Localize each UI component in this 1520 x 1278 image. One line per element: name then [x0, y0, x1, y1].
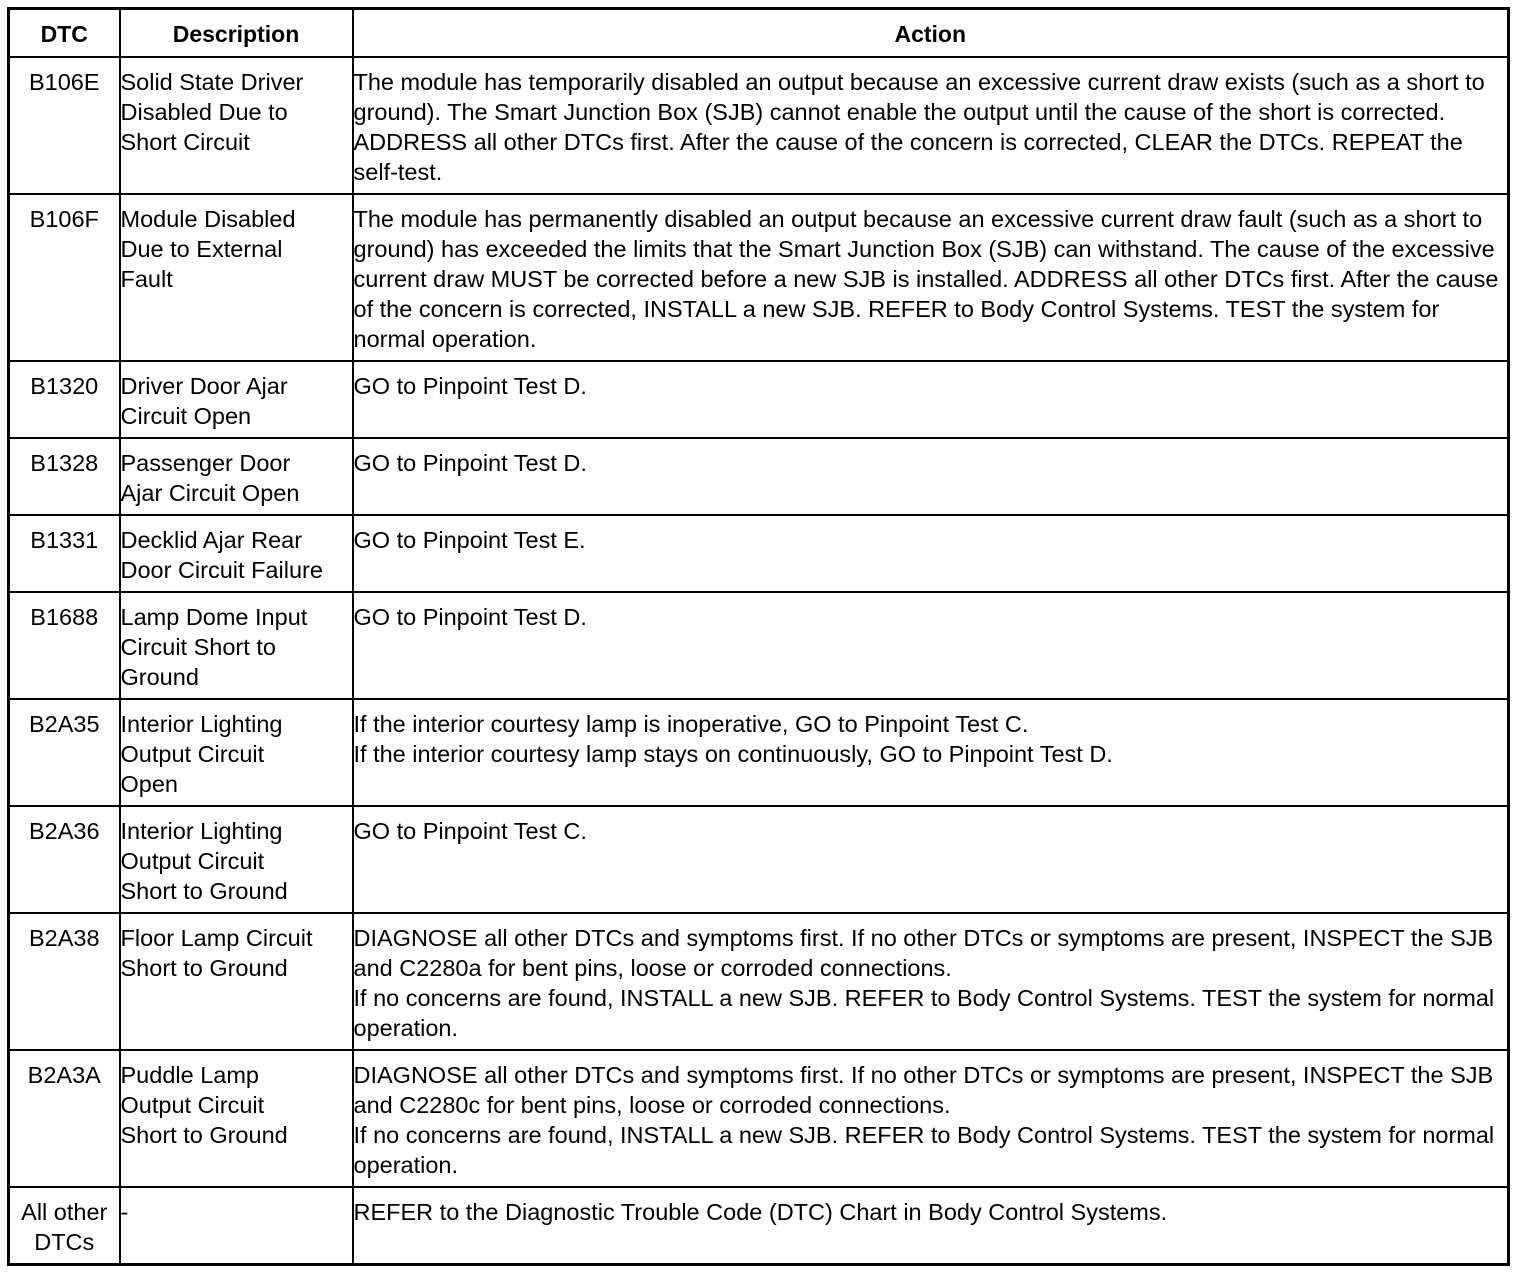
- table-row: [9, 57, 1509, 194]
- description-cell: [120, 194, 353, 361]
- action-cell: [353, 592, 1509, 699]
- action-paragraph: DIAGNOSE all other DTCs and symptoms first. If no other DTCs or symptoms are present, INSPECT the SJB and C2280a for bent pins, loose or corroded connections.: [353, 925, 1494, 981]
- description-line: Module Disabled: [120, 206, 296, 232]
- action-cell: [353, 1050, 1509, 1187]
- dtc-code-cell: [9, 806, 120, 913]
- action-cell: [353, 806, 1509, 913]
- table-row: [9, 1050, 1509, 1187]
- action-paragraph: The module has temporarily disabled an output because an excessive current draw exists (such as a short to ground). The Smart Junction Box (SJB) cannot enable the output until the cause of the short is corrected. ADDRESS all other DTCs first. After the cause of the concern is corrected, CLEAR the DTCs. REPEAT the self-test.: [353, 69, 1485, 185]
- description-line: Short Circuit: [120, 129, 250, 155]
- table-row: [9, 361, 1509, 438]
- description-line: Short to Ground: [120, 1122, 288, 1148]
- description-line: Circuit Short to: [120, 634, 276, 660]
- description-cell: [120, 361, 353, 438]
- description-line: Ground: [120, 664, 199, 690]
- action-paragraph: GO to Pinpoint Test C.: [353, 818, 587, 844]
- description-line: Circuit Open: [120, 403, 252, 429]
- dtc-code-line: B1331: [30, 527, 99, 553]
- dtc-code-cell: [9, 515, 120, 592]
- dtc-code-cell: [9, 1187, 120, 1265]
- description-line: Due to External: [120, 236, 283, 262]
- dtc-code-cell: [9, 913, 120, 1050]
- description-line: Output Circuit: [120, 848, 265, 874]
- dtc-code-line: B2A35: [28, 711, 100, 737]
- action-cell: [353, 699, 1509, 806]
- description-line: Short to Ground: [120, 878, 288, 904]
- description-line: Lamp Dome Input: [120, 604, 308, 630]
- description-line: Ajar Circuit Open: [120, 480, 300, 506]
- description-cell: [120, 1187, 353, 1265]
- table-row: [9, 438, 1509, 515]
- dtc-code-line: B2A38: [28, 925, 100, 951]
- description-line: Short to Ground: [120, 955, 288, 981]
- dtc-code-cell: [9, 592, 120, 699]
- description-line: Output Circuit: [120, 1092, 265, 1118]
- description-line: Fault: [120, 266, 173, 292]
- dtc-code-line: B2A36: [28, 818, 100, 844]
- action-paragraph: If the interior courtesy lamp is inoperative, GO to Pinpoint Test C.: [353, 711, 1029, 737]
- description-cell: [120, 592, 353, 699]
- description-line: Door Circuit Failure: [120, 557, 323, 583]
- dtc-code-line: B1320: [30, 373, 99, 399]
- action-cell: [353, 438, 1509, 515]
- description-cell: [120, 806, 353, 913]
- action-paragraph: GO to Pinpoint Test D.: [353, 604, 587, 630]
- action-paragraph: The module has permanently disabled an output because an excessive current draw fault (such as a short to ground) has exceeded the limits that the Smart Junction Box (SJB) can withstand. The cause of the excessive current draw MUST be corrected before a new SJB is installed. ADDRESS all other DTCs first. After the cause of the concern is corrected, INSTALL a new SJB. REFER to Body Control Systems. TEST the system for normal operation.: [353, 206, 1499, 352]
- header-row: [9, 9, 1509, 58]
- action-cell: [353, 194, 1509, 361]
- action-cell: [353, 913, 1509, 1050]
- description-cell: [120, 699, 353, 806]
- description-cell: [120, 1050, 353, 1187]
- description-line: Puddle Lamp: [120, 1062, 259, 1088]
- dtc-code-line: B1688: [30, 604, 99, 630]
- action-paragraph: DIAGNOSE all other DTCs and symptoms first. If no other DTCs or symptoms are present, INSPECT the SJB and C2280c for bent pins, loose or corroded connections.: [353, 1062, 1494, 1118]
- description-line: Decklid Ajar Rear: [120, 527, 303, 553]
- action-cell: [353, 361, 1509, 438]
- description-line: Interior Lighting: [120, 711, 283, 737]
- action-paragraph: REFER to the Diagnostic Trouble Code (DTC) Chart in Body Control Systems.: [353, 1199, 1168, 1225]
- action-paragraph: GO to Pinpoint Test E.: [353, 527, 586, 553]
- dtc-code-cell: [9, 361, 120, 438]
- dtc-code-line: B106F: [29, 206, 99, 232]
- action-paragraph: If the interior courtesy lamp stays on continuously, GO to Pinpoint Test D.: [353, 741, 1113, 767]
- dtc-table: [7, 7, 1510, 1266]
- header-dtc: DTC: [9, 9, 120, 58]
- description-cell: [120, 913, 353, 1050]
- table-row: [9, 515, 1509, 592]
- table-row: [9, 699, 1509, 806]
- table-row: [9, 194, 1509, 361]
- action-paragraph: If no concerns are found, INSTALL a new SJB. REFER to Body Control Systems. TEST the system for normal operation.: [353, 1122, 1495, 1178]
- description-line: Driver Door Ajar: [120, 373, 288, 399]
- description-line: Solid State Driver: [120, 69, 304, 95]
- description-line: Open: [120, 771, 178, 797]
- action-paragraph: GO to Pinpoint Test D.: [353, 450, 587, 476]
- dtc-code-cell: [9, 438, 120, 515]
- table-row: [9, 592, 1509, 699]
- description-line: Disabled Due to: [120, 99, 288, 125]
- dtc-code-line: B2A3A: [27, 1062, 101, 1088]
- description-cell: [120, 515, 353, 592]
- dtc-code-line: All other: [21, 1199, 108, 1225]
- table-row: [9, 913, 1509, 1050]
- action-paragraph: If no concerns are found, INSTALL a new SJB. REFER to Body Control Systems. TEST the system for normal operation.: [353, 985, 1495, 1041]
- description-line: Interior Lighting: [120, 818, 283, 844]
- description-cell: [120, 438, 353, 515]
- dtc-code-cell: [9, 57, 120, 194]
- description-cell: [120, 57, 353, 194]
- dtc-code-line: B106E: [28, 69, 100, 95]
- table-row: [9, 806, 1509, 913]
- description-line: Output Circuit: [120, 741, 265, 767]
- dtc-code-cell: [9, 194, 120, 361]
- table-body: [9, 57, 1509, 1265]
- dtc-code-line: DTCs: [34, 1229, 95, 1255]
- action-cell: [353, 515, 1509, 592]
- description-line: Floor Lamp Circuit: [120, 925, 313, 951]
- action-paragraph: GO to Pinpoint Test D.: [353, 373, 587, 399]
- header-action: Action: [353, 9, 1509, 58]
- action-cell: [353, 57, 1509, 194]
- dtc-code-cell: [9, 1050, 120, 1187]
- action-cell: [353, 1187, 1509, 1265]
- description-line: Passenger Door: [120, 450, 291, 476]
- header-description: Description: [120, 9, 353, 58]
- dtc-code-cell: [9, 699, 120, 806]
- description-line: -: [120, 1199, 129, 1225]
- table-row: [9, 1187, 1509, 1265]
- dtc-code-line: B1328: [30, 450, 99, 476]
